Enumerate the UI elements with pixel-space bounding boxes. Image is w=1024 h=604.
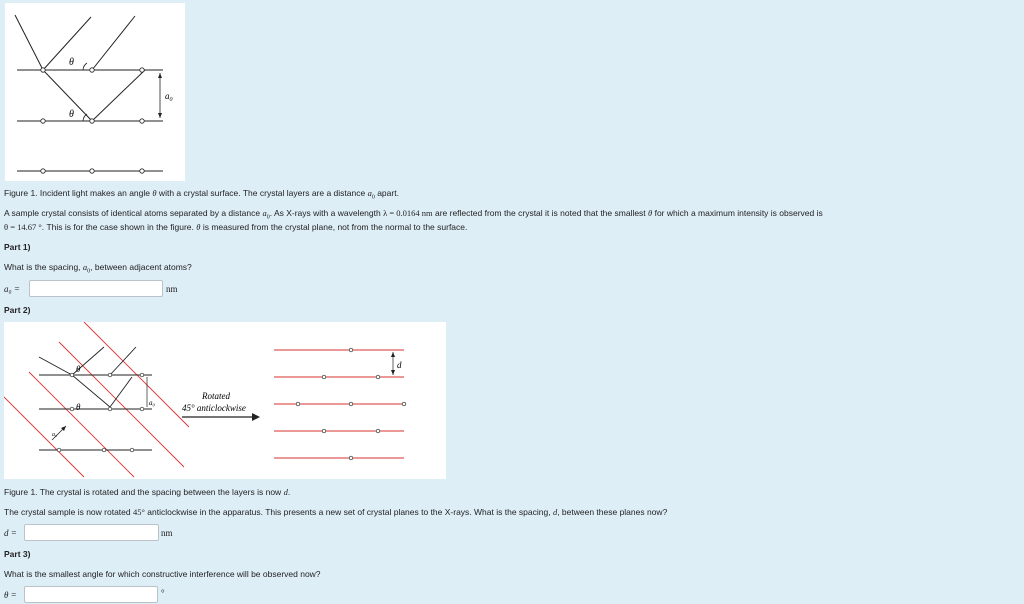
figure-1-caption: Figure 1. Incident light makes an angle θ with a crystal surface. The crystal layers are a distance $a_0$ apart. [4,188,399,201]
problem-line-2: θ = 14.67 °. This is for the case shown in the figure. θ is measured from the crystal plane, not from the normal to the surface. [4,222,468,232]
problem-line-1: A sample crystal consists of identical atoms separated by a distance $a_0$. As X-rays with a wavelength λ = 0.0164 nm are reflected from the crystal it is noted that the smallest θ for which a maximum intensity is observed is [4,208,823,221]
part-1-answer-input[interactable] [29,280,163,297]
figure-2-caption: Figure 1. The crystal is rotated and the spacing between the layers is now d. [4,487,291,497]
figure-1 [5,3,185,181]
part-2-label: d = [4,528,17,538]
part-3-answer-input[interactable] [24,586,158,603]
crystal-diagram [5,3,185,181]
part-1-heading: Part 1) [4,242,31,252]
fig2-theta-bottom: θ [76,402,81,412]
part-1-unit: nm [166,284,178,294]
theta-label-top: θ [69,57,74,68]
part-1-question: What is the spacing, $a_0$, between adjacent atoms? [4,262,192,275]
part-3-question: What is the smallest angle for which constructive interference will be observed now? [4,569,321,579]
part-2-unit: nm [161,528,173,538]
fig2-angle-label: 45° anticlockwise [182,403,246,413]
arrow-right-icon [252,413,260,421]
fig2-d-small-label: a₀ [52,432,58,438]
figure-2 [4,322,446,479]
a0-label: $a_0$ [165,91,173,103]
theta-label-bottom: θ [69,109,74,120]
part-2-heading: Part 2) [4,305,31,315]
fig2-d-label: d [397,360,402,370]
part-2-question: The crystal sample is now rotated 45° anticlockwise in the apparatus. This presents a new set of crystal planes to the X-rays. What is the spacing, d, between these planes now? [4,507,668,517]
part-3-heading: Part 3) [4,549,31,559]
part-2-answer-input[interactable] [24,524,159,541]
fig2-a0-label: a₀ [149,399,155,407]
part-3-label: θ = [4,590,17,600]
rotated-crystal-diagram [4,322,446,479]
part-3-unit: ° [161,588,165,598]
part-1-label: a₀ = [4,284,20,294]
fig2-theta-top: θ [76,364,81,374]
fig2-rotated-label: Rotated [202,391,230,401]
